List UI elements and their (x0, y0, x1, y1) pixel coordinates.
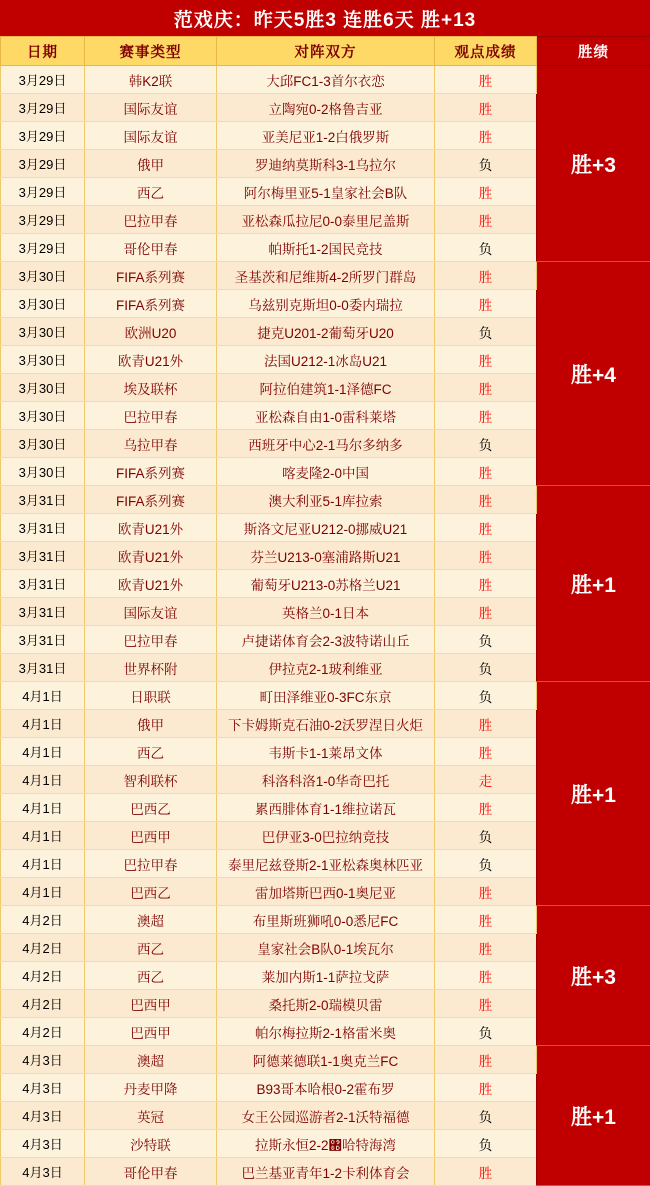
cell-result: 胜 (435, 458, 537, 486)
cell-match: 桑托斯2-0瑞模贝雷 (217, 990, 435, 1018)
cell-match: 累西腓体育1-1维拉诺瓦 (217, 794, 435, 822)
cell-date: 4月3日 (1, 1074, 85, 1102)
cell-league: 国际友谊 (85, 94, 217, 122)
cell-date: 3月29日 (1, 94, 85, 122)
cell-league: 英冠 (85, 1102, 217, 1130)
cell-date: 3月31日 (1, 514, 85, 542)
cell-league: 韩K2联 (85, 66, 217, 94)
cell-result: 胜 (435, 1158, 537, 1186)
cell-date: 3月30日 (1, 402, 85, 430)
cell-date: 3月30日 (1, 262, 85, 290)
cell-result: 负 (435, 682, 537, 710)
cell-result: 胜 (435, 906, 537, 934)
cell-match: 布里斯班狮吼0-0悉尼FC (217, 906, 435, 934)
cell-league: 乌拉甲春 (85, 430, 217, 458)
title-bar (0, 0, 650, 36)
cell-streak: 胜+3 (537, 906, 650, 1046)
cell-match: 阿拉伯建筑1-1泽德FC (217, 374, 435, 402)
column-header-match: 对阵双方 (217, 37, 435, 66)
cell-match: 皇家社会B队0-1埃瓦尔 (217, 934, 435, 962)
cell-result: 胜 (435, 66, 537, 94)
cell-league: 俄甲 (85, 150, 217, 178)
cell-match: 卢捷诺体育会2-3波特诺山丘 (217, 626, 435, 654)
cell-date: 4月2日 (1, 962, 85, 990)
cell-result: 胜 (435, 290, 537, 318)
cell-streak: 胜+1 (537, 1046, 650, 1186)
cell-result: 胜 (435, 710, 537, 738)
cell-date: 3月30日 (1, 374, 85, 402)
cell-league: 欧青U21外 (85, 514, 217, 542)
cell-result: 胜 (435, 794, 537, 822)
cell-league: 巴西乙 (85, 794, 217, 822)
cell-date: 3月31日 (1, 626, 85, 654)
cell-match: 喀麦隆2-0中国 (217, 458, 435, 486)
cell-league: 国际友谊 (85, 122, 217, 150)
cell-date: 4月3日 (1, 1102, 85, 1130)
cell-league: 巴拉甲春 (85, 626, 217, 654)
cell-result: 负 (435, 822, 537, 850)
cell-date: 3月29日 (1, 178, 85, 206)
cell-match: 立陶宛0-2格鲁吉亚 (217, 94, 435, 122)
cell-result: 胜 (435, 262, 537, 290)
cell-match: 莱加内斯1-1萨拉戈萨 (217, 962, 435, 990)
cell-date: 3月29日 (1, 66, 85, 94)
cell-date: 3月31日 (1, 486, 85, 514)
column-header-streak: 胜绩 (537, 37, 650, 66)
cell-league: 埃及联杯 (85, 374, 217, 402)
cell-date: 4月2日 (1, 934, 85, 962)
cell-match: 亚松森瓜拉尼0-0泰里尼盖斯 (217, 206, 435, 234)
cell-match: 巴兰基亚青年1-2卡利体育会 (217, 1158, 435, 1186)
cell-date: 3月31日 (1, 542, 85, 570)
table-row (1, 66, 650, 94)
cell-date: 3月30日 (1, 318, 85, 346)
cell-date: 4月1日 (1, 682, 85, 710)
cell-streak: 胜+1 (537, 486, 650, 682)
cell-match: 下卡姆斯克石油0-2沃罗涅日火炬 (217, 710, 435, 738)
cell-result: 胜 (435, 94, 537, 122)
cell-date: 3月29日 (1, 150, 85, 178)
cell-match: 亚松森自由1-0雷科莱塔 (217, 402, 435, 430)
cell-result: 胜 (435, 598, 537, 626)
cell-date: 4月1日 (1, 878, 85, 906)
cell-league: 澳超 (85, 1046, 217, 1074)
cell-league: 欧青U21外 (85, 346, 217, 374)
cell-date: 4月2日 (1, 990, 85, 1018)
cell-league: 日职联 (85, 682, 217, 710)
cell-league: 巴拉甲春 (85, 850, 217, 878)
cell-date: 3月31日 (1, 654, 85, 682)
cell-result: 胜 (435, 346, 537, 374)
cell-match: 圣基茨和尼维斯4-2所罗门群岛 (217, 262, 435, 290)
cell-match: 捷克U201-2葡萄牙U20 (217, 318, 435, 346)
cell-result: 负 (435, 318, 537, 346)
cell-result: 胜 (435, 122, 537, 150)
cell-result: 负 (435, 234, 537, 262)
cell-league: 巴西乙 (85, 878, 217, 906)
cell-league: 哥伦甲春 (85, 234, 217, 262)
cell-date: 4月1日 (1, 710, 85, 738)
cell-league: 哥伦甲春 (85, 1158, 217, 1186)
cell-date: 3月30日 (1, 346, 85, 374)
table-row (1, 1046, 650, 1074)
cell-league: 巴西甲 (85, 822, 217, 850)
cell-match: 伊拉克2-1玻利维亚 (217, 654, 435, 682)
column-header-result: 观点成绩 (435, 37, 537, 66)
cell-match: 罗迪纳莫斯科3-1乌拉尔 (217, 150, 435, 178)
cell-league: 欧洲U20 (85, 318, 217, 346)
cell-league: 丹麦甲降 (85, 1074, 217, 1102)
cell-result: 胜 (435, 878, 537, 906)
cell-result: 胜 (435, 178, 537, 206)
cell-league: FIFA系列赛 (85, 262, 217, 290)
cell-match: 泰里尼兹登斯2-1亚松森奥林匹亚 (217, 850, 435, 878)
cell-league: 巴拉甲春 (85, 206, 217, 234)
cell-match: 葡萄牙U213-0苏格兰U21 (217, 570, 435, 598)
cell-match: 韦斯卡1-1莱昂文体 (217, 738, 435, 766)
cell-streak: 胜+1 (537, 682, 650, 906)
cell-league: 沙特联 (85, 1130, 217, 1158)
cell-match: 澳大利亚5-1库拉索 (217, 486, 435, 514)
cell-date: 3月29日 (1, 206, 85, 234)
cell-date: 4月3日 (1, 1046, 85, 1074)
cell-date: 3月31日 (1, 570, 85, 598)
cell-match: 帕尔梅拉斯2-1格雷米奥 (217, 1018, 435, 1046)
cell-match: 乌兹别克斯坦0-0委内瑞拉 (217, 290, 435, 318)
cell-result: 负 (435, 1130, 537, 1158)
cell-match: 阿德莱德联1-1奥克兰FC (217, 1046, 435, 1074)
cell-result: 胜 (435, 402, 537, 430)
cell-result: 胜 (435, 206, 537, 234)
cell-league: 欧青U21外 (85, 570, 217, 598)
cell-league: 智利联杯 (85, 766, 217, 794)
cell-date: 3月29日 (1, 122, 85, 150)
cell-result: 走 (435, 766, 537, 794)
cell-date: 4月3日 (1, 1158, 85, 1186)
cell-league: 巴拉甲春 (85, 402, 217, 430)
cell-league: FIFA系列赛 (85, 458, 217, 486)
cell-result: 胜 (435, 374, 537, 402)
cell-match: 町田泽维亚0-3FC东京 (217, 682, 435, 710)
cell-date: 4月1日 (1, 766, 85, 794)
table-row (1, 906, 650, 934)
cell-match: 女王公园巡游者2-1沃特福德 (217, 1102, 435, 1130)
cell-league: FIFA系列赛 (85, 290, 217, 318)
column-header-league: 赛事类型 (85, 37, 217, 66)
cell-date: 4月2日 (1, 906, 85, 934)
cell-league: 澳超 (85, 906, 217, 934)
cell-match: 帕斯托1-2国民竞技 (217, 234, 435, 262)
cell-result: 胜 (435, 990, 537, 1018)
cell-result: 胜 (435, 934, 537, 962)
cell-result: 负 (435, 1018, 537, 1046)
cell-streak: 胜+3 (537, 66, 650, 262)
cell-result: 胜 (435, 486, 537, 514)
cell-date: 3月31日 (1, 598, 85, 626)
cell-match: 亚美尼亚1-2白俄罗斯 (217, 122, 435, 150)
table-body (1, 66, 650, 1186)
cell-result: 胜 (435, 962, 537, 990)
cell-match: 芬兰U213-0塞浦路斯U21 (217, 542, 435, 570)
cell-date: 3月29日 (1, 234, 85, 262)
cell-result: 胜 (435, 1074, 537, 1102)
cell-date: 3月30日 (1, 290, 85, 318)
column-header-date: 日期 (1, 37, 85, 66)
cell-league: 西乙 (85, 962, 217, 990)
cell-result: 负 (435, 850, 537, 878)
cell-league: 世界杯附 (85, 654, 217, 682)
cell-result: 胜 (435, 738, 537, 766)
cell-league: 西乙 (85, 934, 217, 962)
cell-league: 国际友谊 (85, 598, 217, 626)
cell-date: 4月3日 (1, 1130, 85, 1158)
cell-date: 4月2日 (1, 1018, 85, 1046)
cell-result: 负 (435, 150, 537, 178)
cell-date: 3月30日 (1, 458, 85, 486)
cell-league: 俄甲 (85, 710, 217, 738)
cell-match: 雷加塔斯巴西0-1奥尼亚 (217, 878, 435, 906)
cell-league: 欧青U21外 (85, 542, 217, 570)
cell-result: 胜 (435, 542, 537, 570)
cell-date: 4月1日 (1, 794, 85, 822)
cell-league: FIFA系列赛 (85, 486, 217, 514)
cell-result: 胜 (435, 570, 537, 598)
cell-league: 巴西甲 (85, 990, 217, 1018)
cell-match: 西班牙中心2-1马尔多纳多 (217, 430, 435, 458)
cell-match: 科洛科洛1-0华奇巴托 (217, 766, 435, 794)
table-header (1, 37, 650, 66)
cell-league: 西乙 (85, 178, 217, 206)
cell-match: 法国U212-1冰岛U21 (217, 346, 435, 374)
cell-result: 负 (435, 1102, 537, 1130)
cell-result: 负 (435, 654, 537, 682)
cell-match: 拉斯永恒2-2঍哈特海湾 (217, 1130, 435, 1158)
cell-date: 3月30日 (1, 430, 85, 458)
cell-match: B93哥本哈根0-2霍布罗 (217, 1074, 435, 1102)
cell-match: 阿尔梅里亚5-1皇家社会B队 (217, 178, 435, 206)
cell-date: 4月1日 (1, 850, 85, 878)
cell-result: 胜 (435, 1046, 537, 1074)
table-row (1, 486, 650, 514)
cell-match: 巴伊亚3-0巴拉纳竞技 (217, 822, 435, 850)
cell-league: 西乙 (85, 738, 217, 766)
cell-date: 4月1日 (1, 822, 85, 850)
table-header-row (1, 37, 650, 66)
cell-league: 巴西甲 (85, 1018, 217, 1046)
cell-result: 胜 (435, 514, 537, 542)
cell-result: 负 (435, 626, 537, 654)
page-title: 范戏庆：昨天5胜3 连胜6天 胜+13 (174, 5, 477, 32)
cell-match: 斯洛文尼亚U212-0挪威U21 (217, 514, 435, 542)
results-table (0, 36, 650, 1186)
cell-match: 英格兰0-1日本 (217, 598, 435, 626)
cell-match: 大邱FC1-3首尔衣恋 (217, 66, 435, 94)
table-row (1, 262, 650, 290)
cell-streak: 胜+4 (537, 262, 650, 486)
table-row (1, 682, 650, 710)
cell-result: 负 (435, 430, 537, 458)
cell-date: 4月1日 (1, 738, 85, 766)
